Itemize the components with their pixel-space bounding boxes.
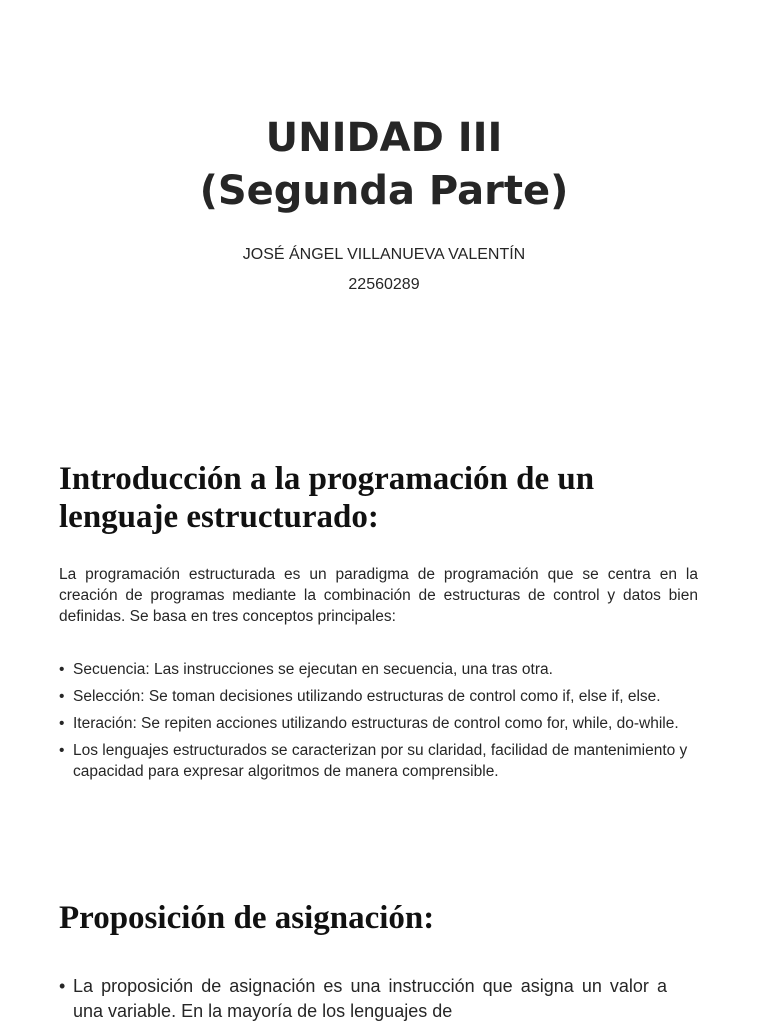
list-item-text: Secuencia: Las instrucciones se ejecutan en secuencia, una tras otra. — [73, 661, 553, 678]
bullet-icon: • — [59, 688, 65, 705]
author-name: JOSÉ ÁNGEL VILLANUEVA VALENTÍN — [242, 246, 526, 263]
list-item-text: La proposición de asignación es una instrucción que asigna un valor a una variable. En la mayoría de los lenguajes de — [73, 976, 667, 1021]
title-line-1: UNIDAD III — [265, 115, 503, 161]
intro-heading — [59, 460, 719, 536]
title-line-2: (Segunda Parte) — [199, 168, 569, 214]
intro-paragraph: La programación estructurada es un paradigma de programación que se centra en la creación de programas mediante la combinación de estructuras de control y datos bien definidas. Se basa en tres conceptos principales: — [59, 566, 698, 625]
intro-heading-line-2: lenguaje estructurado: — [59, 499, 379, 535]
list-item-text: Iteración: Se repiten acciones utilizando estructuras de control como for, while, do-while. — [73, 715, 679, 732]
list-item — [59, 740, 699, 782]
list-item — [59, 659, 699, 680]
bullet-icon: • — [59, 661, 65, 678]
list-item — [59, 974, 667, 1024]
slide-title — [0, 112, 768, 218]
intro-bullet-list — [59, 659, 699, 788]
list-item-text: Selección: Se toman decisiones utilizando estructuras de control como if, else if, else. — [73, 688, 661, 705]
list-item — [59, 713, 699, 734]
asignacion-bullet-list — [59, 974, 667, 1024]
bullet-icon: • — [59, 742, 65, 759]
list-item — [59, 686, 699, 707]
intro-heading-line-1: Introducción a la programación de un — [59, 461, 595, 497]
list-item-text: Los lenguajes estructurados se caracterizan por su claridad, facilidad de mantenimiento y capacidad para expresar algoritmos de manera comprensible. — [73, 742, 688, 780]
bullet-icon: • — [59, 715, 65, 732]
asignacion-heading: Proposición de asignación: — [59, 900, 435, 936]
bullet-icon: • — [59, 976, 66, 996]
student-id: 22560289 — [348, 276, 420, 293]
